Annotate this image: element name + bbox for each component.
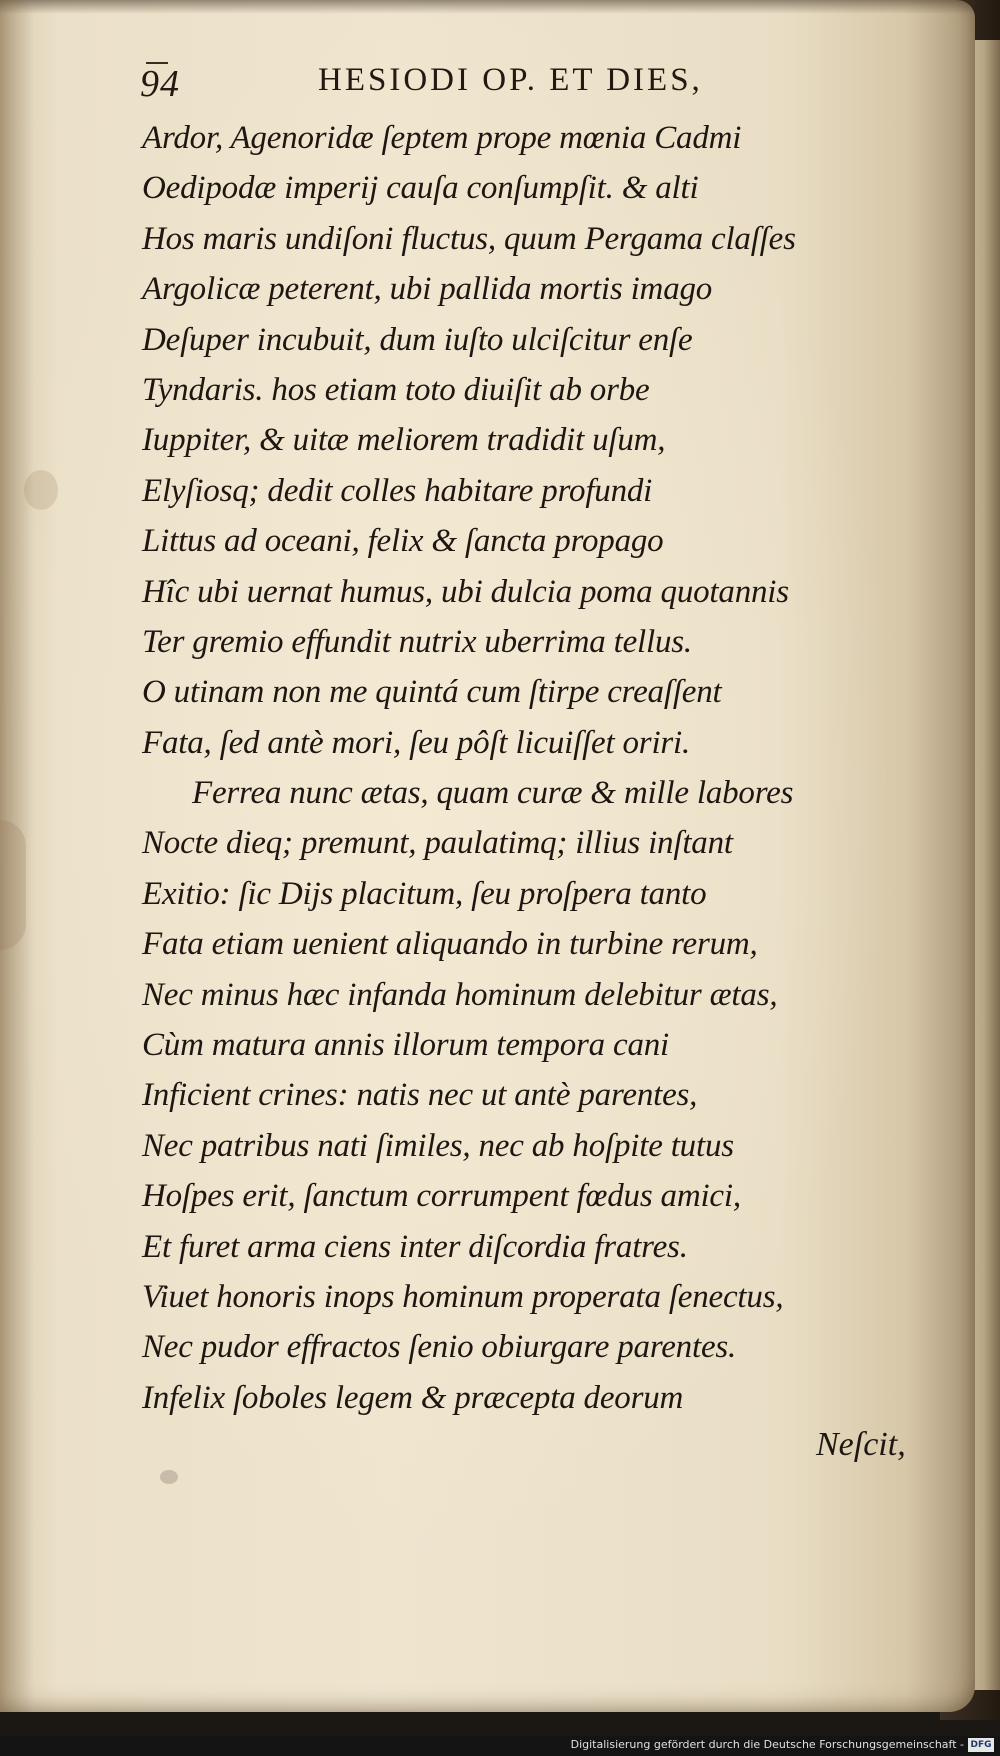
verse-line: Fata, ſed antè mori, ſeu pôſt licuiſſet oriri. [142, 724, 691, 761]
verse-line: Iuppiter, & uitæ meliorem tradidit uſum, [142, 422, 666, 459]
running-head: HESIODI OP. ET DIES, [318, 62, 703, 98]
verse-line: Exitio: ſic Dijs placitum, ſeu proſpera tanto [142, 875, 707, 912]
verse-line-indented: Ferrea nunc ætas, quam curæ & mille labores [192, 775, 794, 812]
verse-line: Nec pudor effractos ſenio obiurgare parentes. [142, 1329, 737, 1366]
page-header [140, 56, 800, 120]
poem-text [142, 113, 882, 1423]
page-top-shadow [0, 0, 975, 14]
verse-line: Ardor, Agenoridæ ſeptem prope mœnia Cadmi [142, 120, 742, 156]
verse-line: Tyndaris. hos etiam toto diuiſit ab orbe [142, 371, 650, 408]
verse-line: Nec minus hæc infanda hominum delebitur ætas, [142, 976, 778, 1013]
verse-line: Viuet honoris inops hominum properata ſenectus, [142, 1278, 784, 1315]
verse-line: O utinam non me quintá cum ſtirpe creaſſent [142, 674, 722, 711]
foxing-spot [24, 470, 58, 510]
dfg-logo: DFG [968, 1738, 994, 1752]
verse-line: Ter gremio effundit nutrix uberrima tellus. [142, 623, 692, 660]
verse-line: Hîc ubi uernat humus, ubi dulcia poma quotannis [142, 573, 789, 610]
digitization-credit: Digitalisierung gefördert durch die Deutsche Forschungsgemeinschaft - [570, 1738, 964, 1751]
verse-line: Fata etiam uenient aliquando in turbine rerum, [142, 926, 758, 963]
ink-smudge [160, 1470, 178, 1484]
verse-line: Hos maris undiſoni fluctus, quum Pergama claſſes [142, 220, 796, 257]
verse-line: Nec patribus nati ſimiles, nec ab hoſpite tutus [142, 1127, 734, 1164]
verse-line: Et furet arma ciens inter diſcordia fratres. [142, 1228, 688, 1265]
verse-line: Nocte dieq; premunt, paulatimq; illius inſtant [142, 825, 733, 862]
verse-line: Inficient crines: natis nec ut antè parentes, [142, 1077, 698, 1114]
verse-line: Cùm matura annis illorum tempora cani [142, 1027, 670, 1064]
verse-line: Littus ad oceani, felix & ſancta propago [142, 523, 664, 560]
page-number: 94 [140, 63, 180, 105]
catchword: Neſcit, [816, 1426, 906, 1463]
verse-line: Deſuper incubuit, dum iuſto ulciſcitur enſe [142, 321, 693, 358]
verse-line: Oedipodæ imperij cauſa conſumpſit. & alti [142, 170, 699, 207]
page-edge-stain [0, 820, 26, 950]
verse-line: Argolicæ peterent, ubi pallida mortis imago [142, 271, 713, 308]
verse-line: Infelix ſoboles legem & præcepta deorum [142, 1379, 684, 1416]
verse-line: Elyſiosq; dedit colles habitare profundi [142, 472, 653, 509]
verse-line: Hoſpes erit, ſanctum corrumpent fœdus amici, [142, 1178, 741, 1215]
